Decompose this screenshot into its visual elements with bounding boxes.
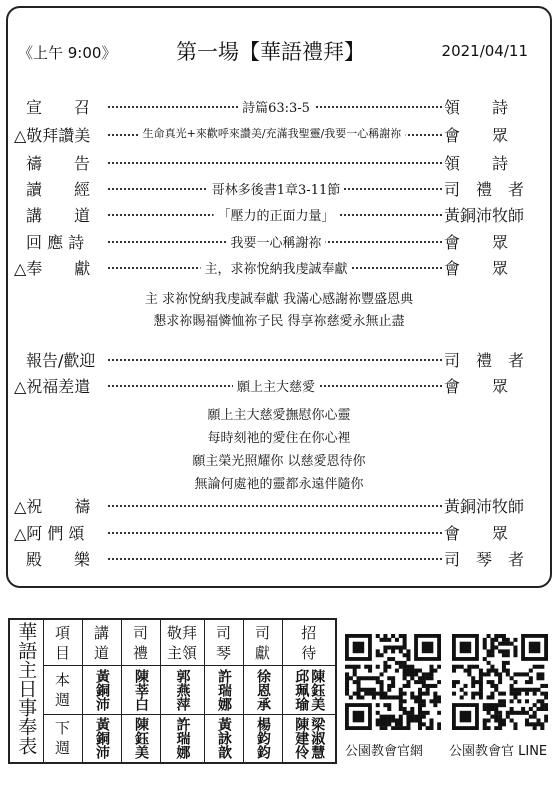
duty-header-sermon: 講 道 xyxy=(82,619,121,666)
order-row xyxy=(8,545,550,569)
order-row xyxy=(8,121,550,145)
order-item-label: 講 道 xyxy=(26,206,91,225)
order-row xyxy=(8,93,550,117)
service-title: 第一場【華語禮拜】 xyxy=(176,40,365,64)
duty-name-cell xyxy=(121,666,160,714)
next-week-label: 下 週 xyxy=(43,714,82,763)
order-item-label: 回 應 詩 xyxy=(26,233,85,252)
duty-person-name: 楊鈞鈞 xyxy=(255,717,271,760)
order-item-person: 黃銅沛牧師 xyxy=(444,206,525,225)
order-row xyxy=(8,519,550,543)
duty-person-name: 徐恩承 xyxy=(255,668,271,711)
duty-person-name: 黃銅沛 xyxy=(94,717,110,760)
this-week-label: 本 週 xyxy=(43,666,82,714)
order-row xyxy=(8,228,550,252)
duty-person-name: 郭燕萍 xyxy=(174,668,191,711)
order-item-person: 會 眾 xyxy=(444,524,509,543)
duty-header-liturgist: 司 禮 xyxy=(121,619,160,666)
service-date: 2021/04/11 xyxy=(441,42,528,60)
duty-name-cell xyxy=(82,666,121,714)
order-item-person: 領 詩 xyxy=(444,98,509,117)
order-item-person: 會 眾 xyxy=(444,377,509,396)
order-row xyxy=(8,346,550,370)
order-item-person: 領 詩 xyxy=(444,154,509,173)
order-item-label: △祝福差遣 xyxy=(14,377,91,396)
line-qr-code[interactable] xyxy=(452,634,548,730)
duty-person-name: 黃詠歆 xyxy=(216,717,232,760)
duty-roster-title: 華語主日事奉表 xyxy=(9,619,43,763)
lyric-line: 無論何處祂的靈都永遠伴隨你 xyxy=(194,477,364,492)
order-item-content: 我要一心稱謝祢 xyxy=(226,232,325,251)
lyric-line: 願上主大慈愛撫慰你心靈 xyxy=(207,408,351,423)
duty-name-cell xyxy=(204,714,243,763)
duty-name-cell xyxy=(82,714,121,763)
order-item-label: 報告/歡迎 xyxy=(26,351,96,370)
duty-person-name: 陳鈺美 xyxy=(133,717,149,760)
order-row xyxy=(8,492,550,516)
duty-person-name: 陳建伶 xyxy=(293,717,310,760)
order-item-person: 會 眾 xyxy=(444,233,509,252)
duty-name-cell xyxy=(121,714,160,763)
duty-name-cell xyxy=(282,666,336,714)
order-row xyxy=(8,149,550,173)
duty-person-name: 梁淑慧 xyxy=(309,717,326,760)
order-item-label: 宣 召 xyxy=(26,98,91,117)
order-row xyxy=(8,201,550,225)
order-item-label: △阿 們 頌 xyxy=(14,524,85,543)
bulletin-frame xyxy=(6,6,552,588)
duty-row-next-week xyxy=(9,714,336,763)
order-item-person: 司 禮 者 xyxy=(444,351,525,370)
duty-person-name: 陳莘白 xyxy=(133,668,149,711)
order-item-content: 詩篇63:3-5 xyxy=(238,97,314,116)
duty-name-cell xyxy=(282,714,336,763)
duty-person-name: 許瑞娜 xyxy=(174,717,191,760)
lyric-line: 願主榮光照耀你 以慈愛恩待你 xyxy=(192,454,366,469)
lyric-line: 每時刻祂的愛住在你心裡 xyxy=(207,431,351,446)
duty-name-cell xyxy=(160,666,204,714)
service-time: 《上午 9:00》 xyxy=(18,44,117,62)
order-item-content: 主，求祢悅納我虔誠奉獻 xyxy=(200,258,351,277)
order-item-person: 司 琴 者 xyxy=(444,550,525,569)
order-item-person: 會 眾 xyxy=(444,259,509,278)
order-item-content: 願上主大慈愛 xyxy=(233,376,319,395)
duty-person-name: 邱珮瑜 xyxy=(293,668,310,711)
duty-person-name: 陳鈺美 xyxy=(309,668,326,711)
order-item-label: 讀 經 xyxy=(26,180,91,199)
leader-dots xyxy=(108,359,442,361)
leader-dots xyxy=(108,558,442,560)
order-item-label: 殿 樂 xyxy=(26,550,91,569)
duty-header-item: 項 目 xyxy=(43,619,82,666)
order-item-label: △祝 禱 xyxy=(14,497,91,516)
order-item-label: △敬拜讚美 xyxy=(14,126,91,145)
order-item-person: 會 眾 xyxy=(444,126,509,145)
order-item-content: 「壓力的正面力量」 xyxy=(213,205,338,224)
leader-dots xyxy=(108,162,442,164)
line-qr-caption: 公園教會官 LINE xyxy=(449,744,548,759)
order-item-person: 司 禮 者 xyxy=(444,180,525,199)
duty-name-cell xyxy=(243,666,282,714)
duty-person-name: 許瑞娜 xyxy=(216,668,232,711)
lyric-line: 懇求祢賜福憐恤祢子民 得享祢慈愛永無止盡 xyxy=(153,314,405,329)
order-row xyxy=(8,254,550,278)
order-item-content: 生命真光+來歡呼來讚美/充滿我聖靈/我要一心稱謝祢 xyxy=(139,125,406,141)
duty-header-offering: 司 獻 xyxy=(243,619,282,666)
leader-dots xyxy=(108,532,442,534)
order-row xyxy=(8,175,550,199)
order-item-person: 黃銅沛牧師 xyxy=(444,497,525,516)
duty-header-usher: 招 待 xyxy=(282,619,336,666)
leader-dots xyxy=(108,505,442,507)
website-qr-caption: 公園教會官網 xyxy=(345,744,424,759)
order-item-label: △奉 獻 xyxy=(14,259,91,278)
website-qr-code[interactable] xyxy=(345,634,441,730)
duty-row-this-week xyxy=(9,666,336,714)
duty-roster-table xyxy=(8,618,337,764)
order-item-label: 禱 告 xyxy=(26,154,91,173)
duty-header-worship-leader: 敬拜 主領 xyxy=(160,619,204,666)
bulletin-header xyxy=(8,36,550,66)
duty-name-cell xyxy=(160,714,204,763)
lyric-line: 主 求祢悅納我虔誠奉獻 我滿心感謝祢豐盛恩典 xyxy=(144,292,414,307)
order-row xyxy=(8,372,550,396)
duty-name-cell xyxy=(204,666,243,714)
order-item-content: 哥林多後書1章3-11節 xyxy=(208,179,344,198)
duty-name-cell xyxy=(243,714,282,763)
duty-header-pianist: 司 琴 xyxy=(204,619,243,666)
duty-person-name: 黃銅沛 xyxy=(94,668,110,711)
